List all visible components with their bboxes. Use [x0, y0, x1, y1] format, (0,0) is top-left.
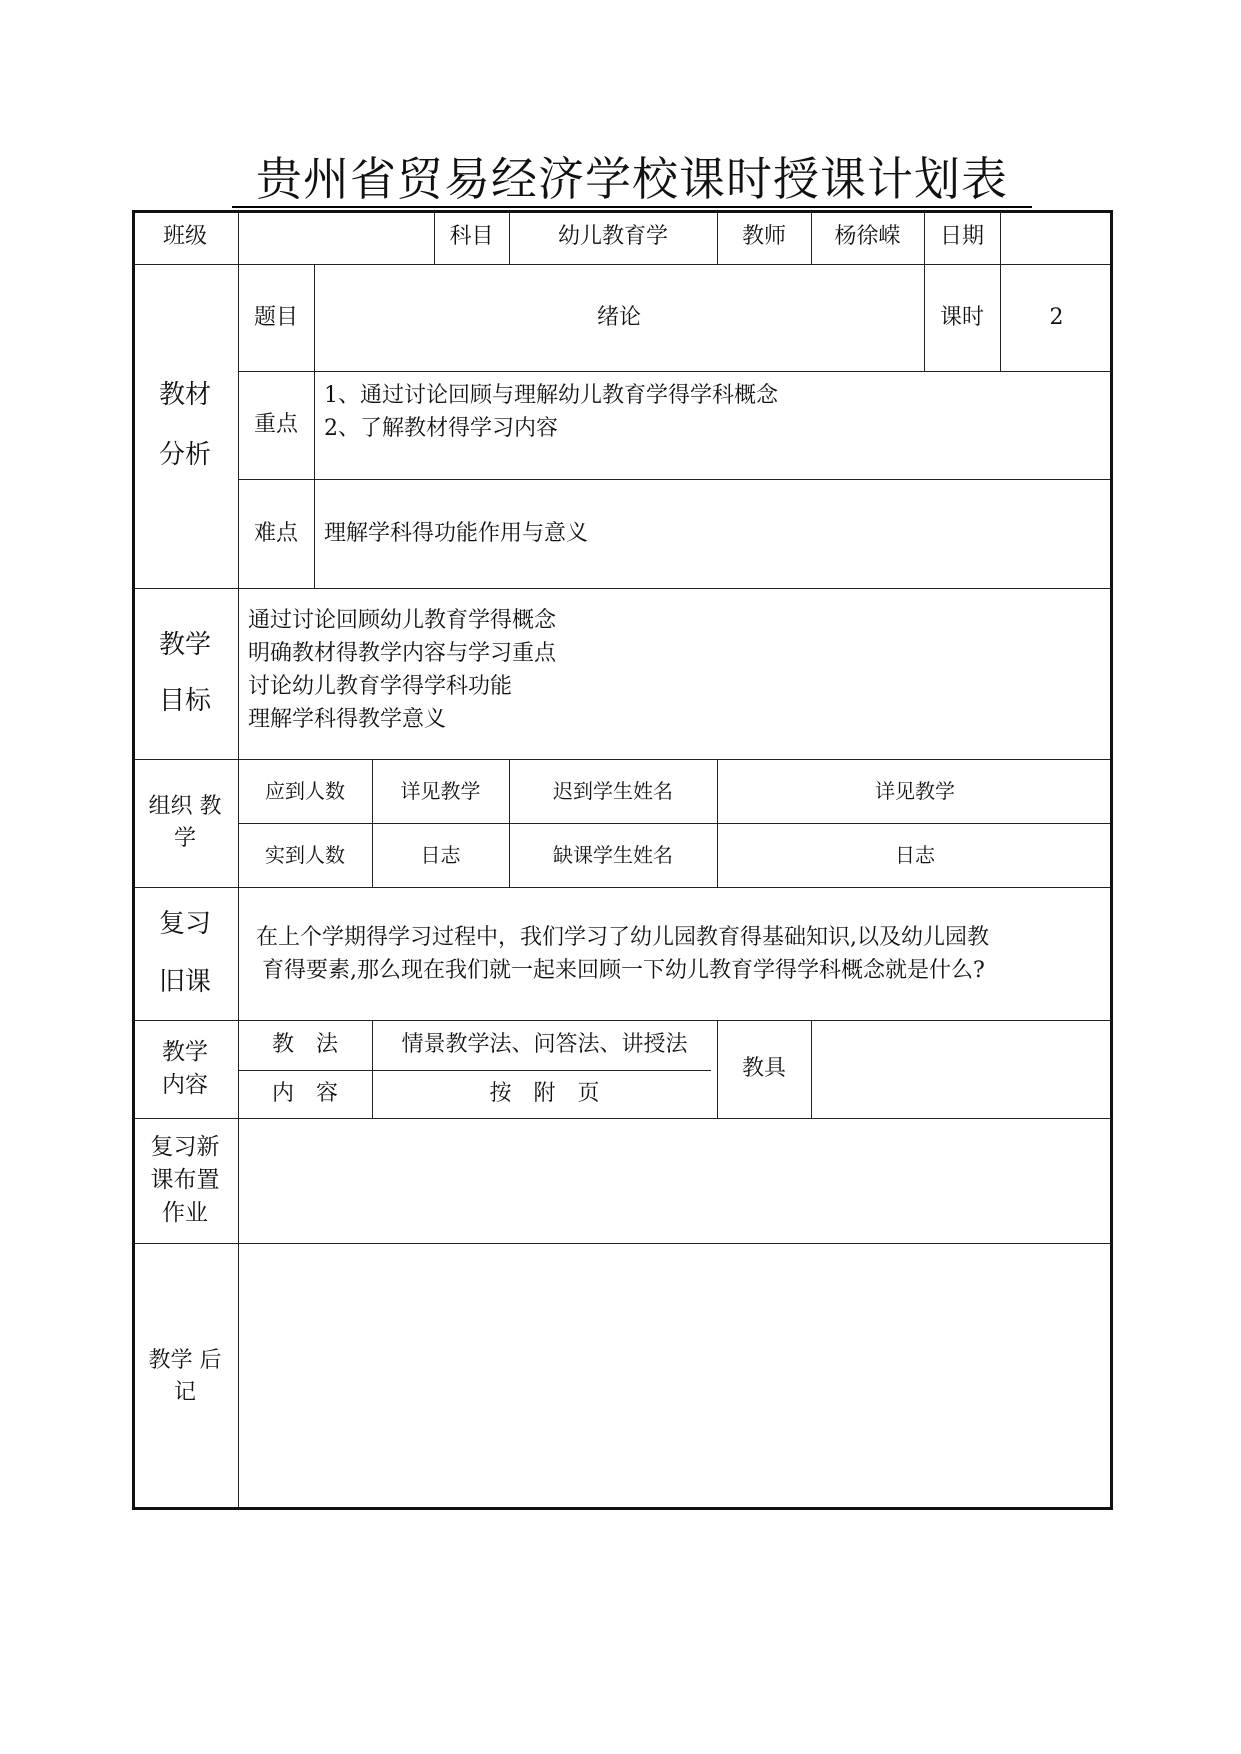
material-label-line: 分析	[158, 440, 211, 470]
teacher-label: 教师	[741, 224, 786, 250]
actual-count-label: 实到人数	[265, 842, 345, 867]
review-section-label	[132, 887, 238, 1020]
subject-label: 科目	[449, 224, 494, 250]
material-section-label	[132, 264, 238, 588]
date-label: 日期	[939, 224, 984, 250]
key-point: 2、了解教材得学习内容	[324, 416, 558, 441]
homework-value	[238, 1118, 1113, 1243]
organization-label-line: 组织 教	[148, 794, 222, 820]
absent-students-value: 日志	[895, 842, 935, 867]
method-value: 情景教学法、问答法、讲授法	[401, 1032, 688, 1058]
objective-item: 讨论幼儿教育学得学科功能	[248, 674, 513, 699]
afterword-section-label	[132, 1243, 238, 1510]
review-text-line: 在上个学期得学习过程中，我们学习了幼儿园教育得基础知识,以及幼儿园教	[256, 924, 989, 950]
key-point: 1、通过讨论回顾与理解幼儿教育学得学科概念	[324, 383, 778, 408]
method-label: 教 法	[271, 1032, 338, 1058]
content-label-line: 内容	[162, 1072, 208, 1098]
content-section-label	[132, 1020, 238, 1118]
organization-label-line: 学	[173, 826, 196, 851]
hours-value: 2	[1049, 304, 1064, 330]
teacher-value: 杨徐嵘	[834, 224, 901, 250]
objectives-label-line: 目标	[158, 685, 211, 716]
content-label-line: 教学	[162, 1038, 208, 1065]
review-text	[238, 887, 1113, 1020]
expected-count-label: 应到人数	[265, 778, 345, 803]
topic-value: 绪论	[596, 304, 641, 330]
expected-count-value: 详见教学	[400, 778, 481, 803]
afterword-value	[238, 1243, 1113, 1510]
objective-item: 明确教材得教学内容与学习重点	[248, 641, 557, 666]
difficulty-value: 理解学科得功能作用与意义	[324, 520, 589, 546]
homework-label-line: 复习新	[150, 1134, 220, 1160]
material-label-line: 教材	[158, 380, 211, 411]
key-points-label: 重点	[253, 412, 298, 438]
topic-label: 题目	[253, 304, 298, 330]
absent-students-label: 缺课学生姓名	[553, 842, 673, 867]
homework-label-line: 课布置	[150, 1167, 220, 1193]
class-value	[238, 210, 434, 264]
objective-item: 通过讨论回顾幼儿教育学得概念	[248, 608, 557, 633]
content-value: 按 附 页	[489, 1081, 600, 1107]
afterword-label-line: 记	[173, 1379, 196, 1405]
actual-count-value: 日志	[420, 842, 461, 867]
objectives-label-line: 教学	[158, 629, 211, 660]
page-title: 贵州省贸易经济学校课时授课计划表	[256, 152, 1008, 206]
subject-value: 幼儿教育学	[557, 224, 668, 250]
homework-label-line: 作业	[162, 1200, 208, 1226]
objective-item: 理解学科得教学意义	[248, 707, 447, 732]
hours-label: 课时	[939, 304, 984, 330]
late-students-value: 详见教学	[875, 778, 955, 803]
review-label-line: 旧课	[158, 966, 211, 997]
tools-label: 教具	[741, 1056, 786, 1082]
lesson-plan-table	[132, 210, 1113, 1510]
organization-section-label	[132, 759, 238, 887]
tools-value	[811, 1020, 1113, 1118]
review-label-line: 复习	[158, 908, 211, 939]
date-value	[1000, 210, 1113, 264]
key-points-list	[314, 371, 1113, 479]
difficulty-label: 难点	[253, 520, 298, 546]
objectives-section-label	[132, 588, 238, 759]
review-text-line: 育得要素,那么现在我们就一起来回顾一下幼儿教育学得学科概念就是什么?	[262, 957, 985, 983]
late-students-label: 迟到学生姓名	[553, 778, 673, 803]
objectives-list	[238, 588, 1113, 759]
title-underline	[232, 206, 1032, 208]
class-label: 班级	[162, 224, 207, 250]
content-label: 内 容	[271, 1081, 338, 1107]
afterword-label-line: 教学 后	[148, 1347, 222, 1373]
homework-section-label	[132, 1118, 238, 1243]
